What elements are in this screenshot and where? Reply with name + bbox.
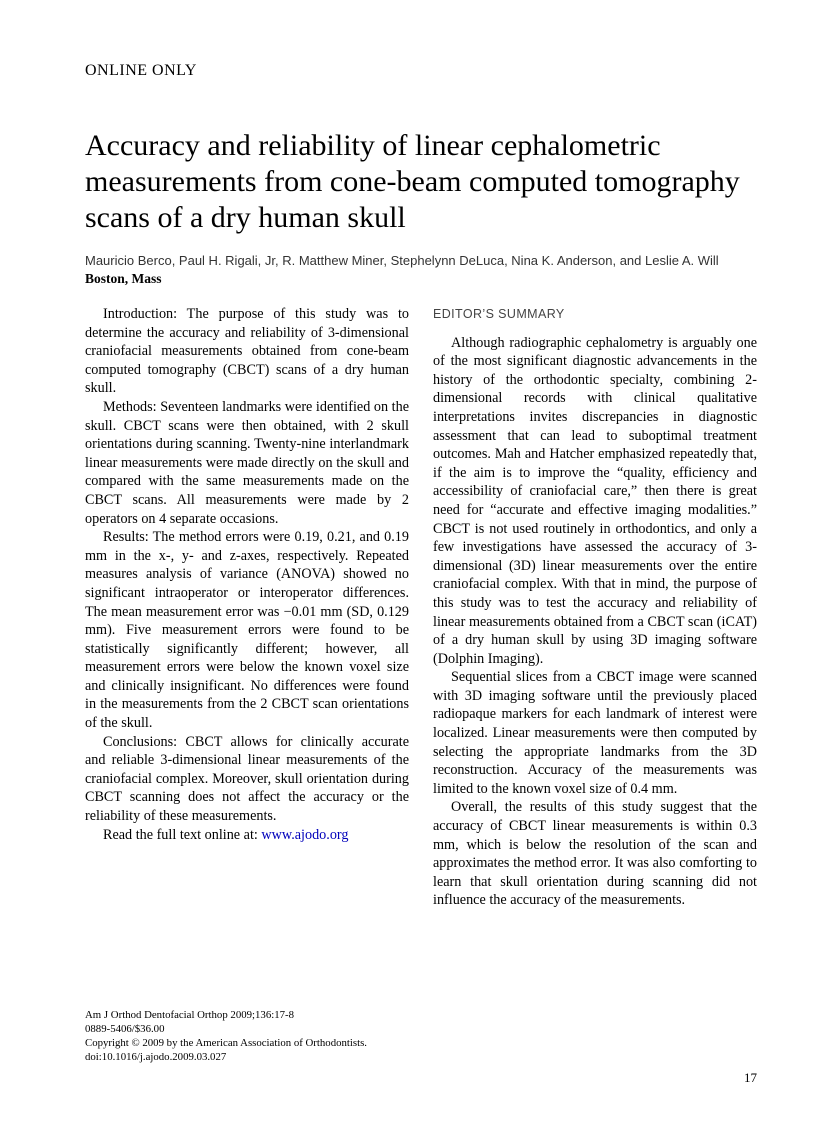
read-online-line	[85, 826, 409, 845]
editors-summary-heading: EDITOR’S SUMMARY	[433, 307, 565, 321]
page-number: 17	[744, 1070, 757, 1085]
ajodo-link[interactable]: www.ajodo.org	[261, 826, 349, 843]
editors-summary-column	[433, 305, 757, 910]
abstract-paragraph-methods: Methods: Seventeen landmarks were identified on the skull. CBCT scans were then obtained, with 2 skull orientations during scanning. Twenty-nine interlandmark linear measurements were made directly on the skull and compared with the same measurements made on the CBCT scans. All measurements were made by 2 operators on 4 separate occasions.	[85, 398, 409, 527]
read-online-label: Read the full text online at:	[103, 826, 262, 843]
author-line: Mauricio Berco, Paul H. Rigali, Jr, R. Matthew Miner, Stephelynn DeLuca, Nina K. Anderson, and Leslie A. Will	[85, 253, 719, 268]
summary-paragraph-1: Although radiographic cephalometry is arguably one of the most significant diagnostic advancements in the history of the orthodontic specialty, combining 2-dimensional records with clinical qualitative interpretations invites discrepancies in diagnostic assessment that can lead to suboptimal treatment outcomes. Mah and Hatcher emphasized repeatedly that, if the aim is to improve the “quality, efficiency and accessibility of craniofacial care,” then there is great need for “accurate and effective imaging modalities.” CBCT is not used routinely in orthodontics, and only a few investigations have assessed the accuracy of 3-dimensional (3D) linear measurements over the entire craniofacial complex. With that in mind, the purpose of this study was to test the accuracy and reliability of linear measurements obtained from a CBCT scan (iCAT) of a dry human skull by using 3D imaging software (Dolphin Imaging).	[433, 334, 757, 667]
footer-issn-price: 0889-5406/$36.00	[85, 1023, 165, 1035]
journal-page	[85, 0, 757, 1122]
abstract-paragraph-introduction: Introduction: The purpose of this study was to determine the accuracy and reliability of 3-dimensional craniofacial measurements obtained from cone-beam computed tomography (CBCT) scans of a dry human skull.	[85, 306, 409, 397]
author-location: Boston, Mass	[85, 271, 162, 286]
two-column-body	[85, 305, 757, 910]
article-title: Accuracy and reliability of linear cephalometric measurements from cone-beam computed tomography scans of a dry human skull	[85, 129, 740, 234]
online-only-label: ONLINE ONLY	[85, 62, 197, 79]
footer-doi: doi:10.1016/j.ajodo.2009.03.027	[85, 1051, 227, 1063]
abstract-column	[85, 305, 409, 910]
abstract-paragraph-results: Results: The method errors were 0.19, 0.21, and 0.19 mm in the x-, y- and z-axes, respectively. Repeated measures analysis of variance (ANOVA) showed no significant intraoperator or interoperator differences. The mean measurement error was −0.01 mm (SD, 0.129 mm). Five measurement errors were found to be statistically significantly different; however, all measurement errors were below the known voxel size and clinically insignificant. No differences were found in the measurements from the 2 CBCT scan orientations of the skull.	[85, 529, 409, 732]
footer-citation: Am J Orthod Dentofacial Orthop 2009;136:17-8	[85, 1009, 295, 1021]
footer-copyright: Copyright © 2009 by the American Association of Orthodontists.	[85, 1037, 367, 1049]
article-footer	[85, 1008, 367, 1064]
summary-paragraph-2: Sequential slices from a CBCT image were scanned with 3D imaging software until the previously placed radiopaque markers for each landmark of interest were localized. Linear measurements were then computed by selecting the appropriate landmarks from the 3D reconstruction. Accuracy of the measurements was limited to the known voxel size of 0.4 mm.	[433, 669, 757, 797]
summary-paragraph-3: Overall, the results of this study suggest that the accuracy of CBCT linear measurements is within 0.3 mm, which is below the resolution of the scan and approximates the method error. It was also comforting to learn that skull orientation during scanning did not influence the accuracy of the measurements.	[433, 799, 757, 909]
abstract-paragraph-conclusions: Conclusions: CBCT allows for clinically accurate and reliable 3-dimensional linear measurements of the craniofacial complex. Moreover, skull orientation during CBCT scanning does not affect the accuracy or the reliability of these measurements.	[85, 733, 409, 825]
